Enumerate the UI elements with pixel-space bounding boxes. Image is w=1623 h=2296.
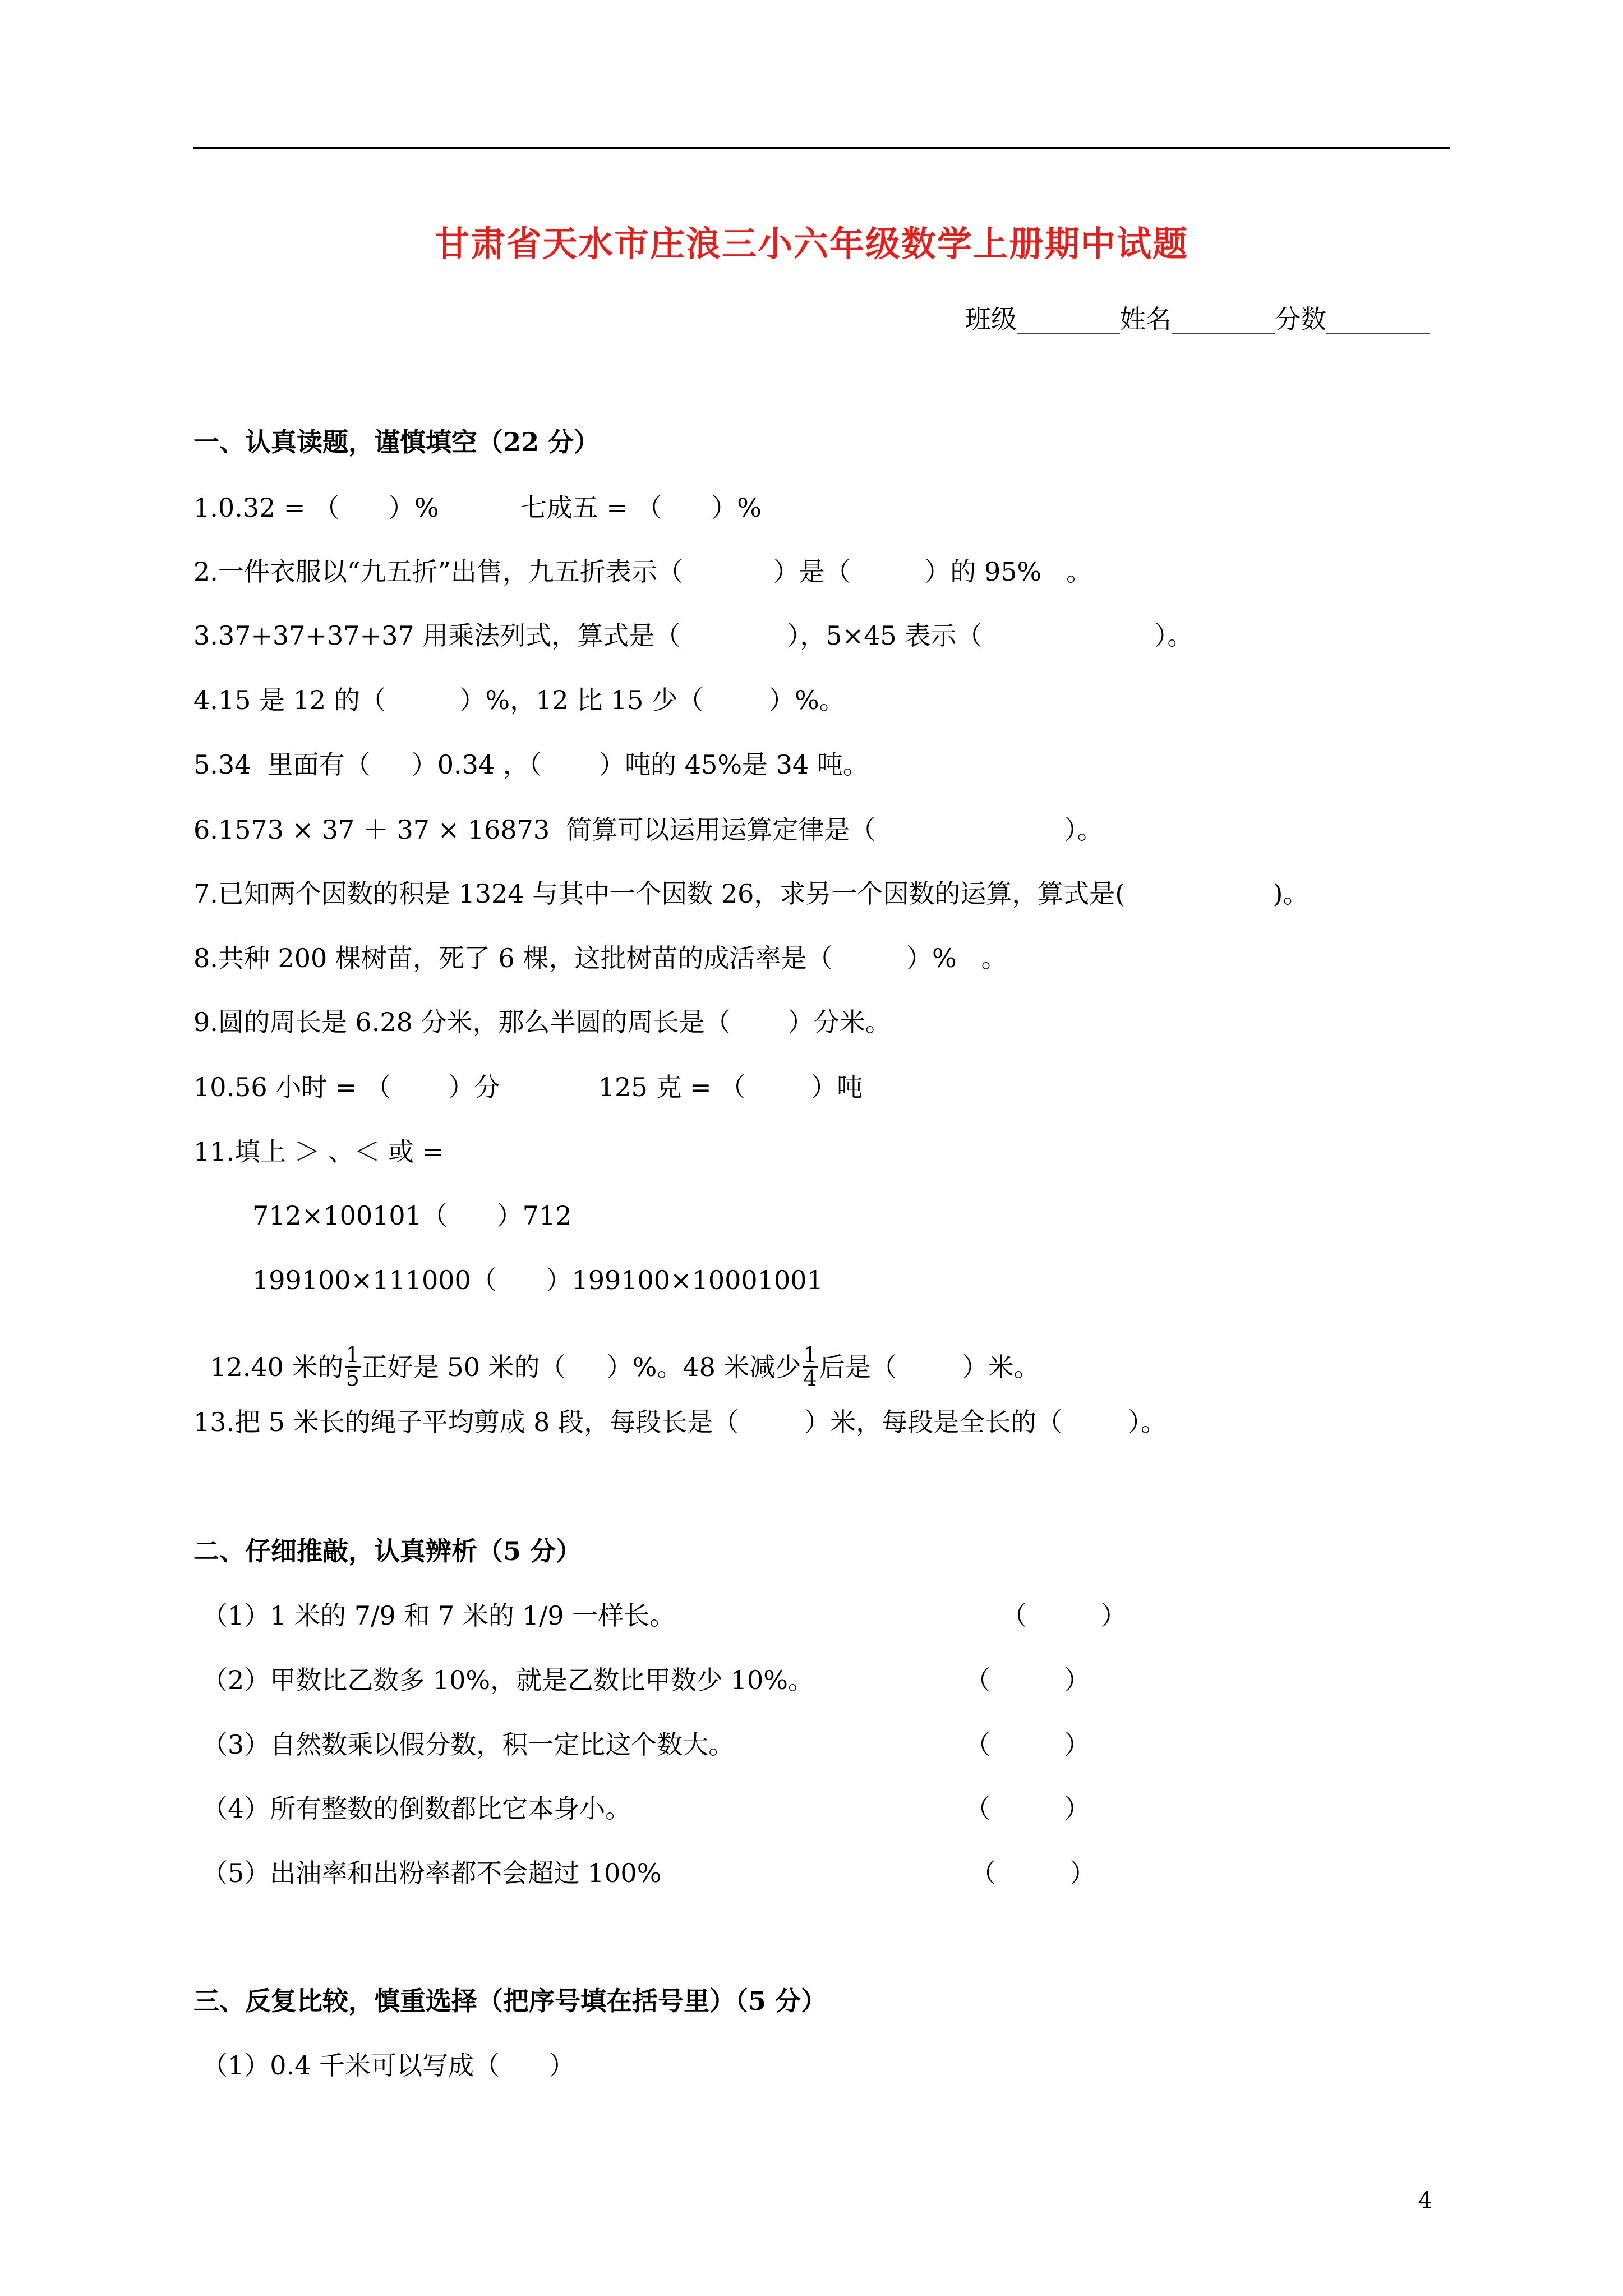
- section2-item-2-mark: （ ）: [965, 1665, 1090, 1695]
- section1-q5: 5.34 里面有（ ）0.34 ，（ ）吨的 45%是 34 吨。: [193, 749, 869, 780]
- section1-q13: 13.把 5 米长的绳子平均剪成 8 段，每段长是（ ）米，每段是全长的（ ）。: [193, 1407, 1167, 1437]
- student-info-line: 班级________姓名________分数________: [965, 304, 1430, 334]
- section2-item-3-mark: （ ）: [965, 1729, 1090, 1760]
- document-title: 甘肃省天水市庄浪三小六年级数学上册期中试题: [434, 223, 1188, 264]
- section2-item-3: （3）自然数乘以假分数，积一定比这个数大。: [202, 1729, 735, 1760]
- q12-frac2-denominator: 4: [803, 1365, 817, 1391]
- section1-heading: 一、认真读题，谨慎填空（22 分）: [193, 427, 600, 457]
- q12-frac1-numerator: 1: [345, 1342, 359, 1367]
- section2-heading: 二、仔细推敲，认真辨析（5 分）: [193, 1536, 582, 1566]
- section2-item-1-mark: （ ）: [1001, 1600, 1127, 1631]
- q12-frac1-denominator: 5: [345, 1365, 359, 1391]
- section2-item-5-mark: （ ）: [970, 1858, 1096, 1888]
- section1-q11: 11.填上 ＞ 、＜ 或 =: [193, 1137, 444, 1167]
- section1-q4: 4.15 是 12 的（ ）%，12 比 15 少（ ）%。: [193, 685, 845, 715]
- q12-fraction-one-quarter: [803, 1344, 818, 1390]
- section2-item-2: （2）甲数比乙数多 10%，就是乙数比甲数少 10%。: [202, 1665, 814, 1695]
- page-number: 4: [1418, 2188, 1432, 2214]
- section1-q2: 2.一件衣服以“九五折”出售，九五折表示（ ）是（ ）的 95% 。: [193, 556, 1092, 587]
- section1-q11b: 199100×111000（ ）199100×10001001: [252, 1265, 823, 1295]
- section1-q11a: 712×100101（ ）712: [252, 1200, 572, 1231]
- q12-frac2-numerator: 1: [803, 1342, 817, 1367]
- section2-item-5: （5）出油率和出粉率都不会超过 100%: [202, 1858, 662, 1888]
- section1-q1: 1.0.32 = （ ）% 七成五 = （ ）%: [193, 493, 762, 523]
- section2-item-1: （1）1 米的 7/9 和 7 米的 1/9 一样长。: [202, 1600, 676, 1631]
- section1-q8: 8.共种 200 棵树苗，死了 6 棵，这批树苗的成活率是（ ）% 。: [193, 943, 1007, 973]
- section2-item-4: （4）所有整数的倒数都比它本身小。: [202, 1793, 631, 1824]
- section1-q9: 9.圆的周长是 6.28 分米，那么半圆的周长是（ ）分米。: [193, 1007, 891, 1037]
- section1-q3: 3.37+37+37+37 用乘法列式，算式是（ ），5×45 表示（ ）。: [193, 620, 1193, 651]
- section3-q1: （1）0.4 千米可以写成（ ）: [202, 2050, 575, 2081]
- section2-item-4-mark: （ ）: [965, 1793, 1090, 1824]
- q12-fraction-one-fifth: [345, 1344, 361, 1390]
- section1-q10: 10.56 小时 = （ ）分 125 克 = （ ）吨: [193, 1072, 863, 1102]
- section3-heading: 三、反复比较，慎重选择（把序号填在括号里）（5 分）: [193, 1986, 827, 2016]
- section1-q12: [193, 1318, 1040, 1390]
- section1-q6: 6.1573 × 37 ＋ 37 × 16873 简算可以运用运算定律是（ ）。: [193, 815, 1103, 845]
- q12-part-c: 后是（ ）米。: [819, 1351, 1040, 1382]
- section1-q7: 7.已知两个因数的积是 1324 与其中一个因数 26，求另一个因数的运算，算式是( )。: [193, 878, 1309, 909]
- header-rule: [193, 147, 1450, 149]
- q12-part-a: 12.40 米的: [210, 1351, 344, 1382]
- q12-part-b: 正好是 50 米的（ ）%。48 米减少: [361, 1351, 801, 1382]
